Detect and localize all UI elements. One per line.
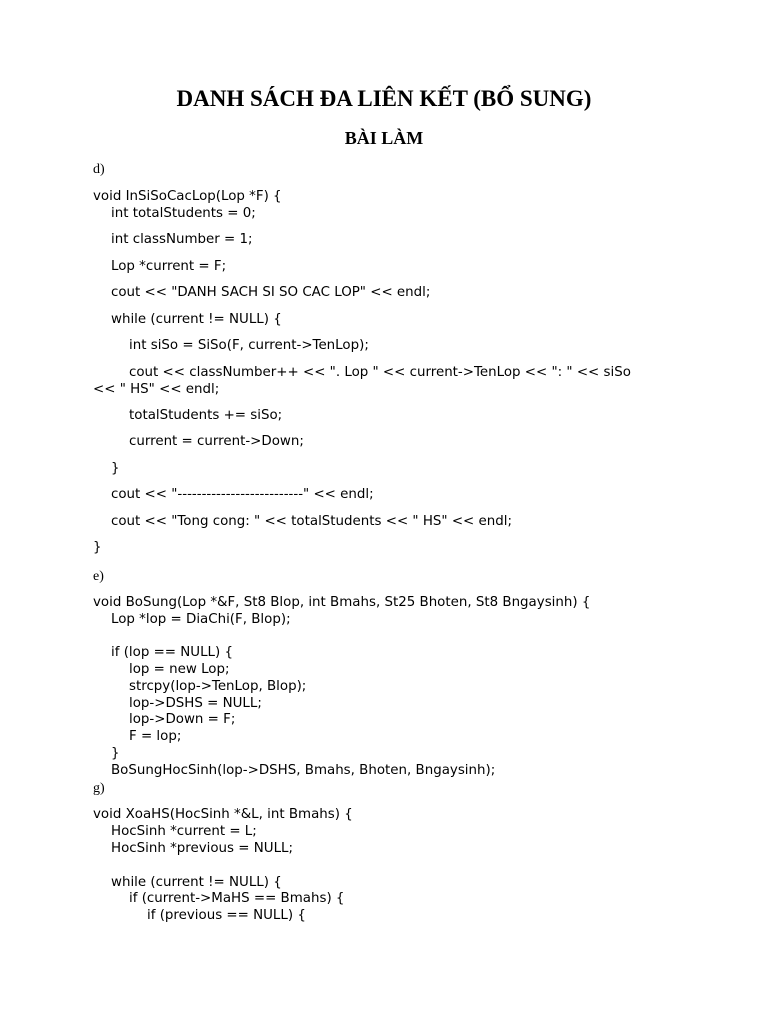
code-line: if (current->MaHS == Bmahs) {	[129, 891, 345, 906]
code-line: F = lop;	[129, 729, 182, 744]
code-line: int classNumber = 1;	[111, 232, 253, 247]
code-line: BoSungHocSinh(lop->DSHS, Bmahs, Bhoten, Bngaysinh);	[111, 763, 496, 778]
code-line: }	[111, 461, 120, 476]
code-line: lop->Down = F;	[129, 712, 236, 727]
code-line: if (previous == NULL) {	[147, 908, 306, 923]
section-label-g: g)	[93, 781, 105, 796]
code-line: strcpy(lop->TenLop, Blop);	[129, 679, 307, 694]
code-line: current = current->Down;	[129, 434, 304, 449]
code-line: while (current != NULL) {	[111, 312, 282, 327]
code-line: lop->DSHS = NULL;	[129, 696, 262, 711]
document-subtitle: BÀI LÀM	[344, 128, 424, 148]
code-line: if (lop == NULL) {	[111, 645, 234, 660]
code-line: }	[93, 540, 102, 555]
code-line: Lop *current = F;	[111, 259, 227, 274]
code-line: void BoSung(Lop *&F, St8 Blop, int Bmahs, St25 Bhoten, St8 Bngaysinh) {	[93, 595, 591, 610]
code-line: cout << "DANH SACH SI SO CAC LOP" << endl;	[111, 285, 431, 300]
section-label-e: e)	[93, 569, 104, 584]
code-line: << " HS" << endl;	[93, 382, 220, 397]
code-line: }	[111, 746, 120, 761]
code-line: HocSinh *current = L;	[111, 824, 257, 839]
code-line: while (current != NULL) {	[111, 875, 282, 890]
code-line: void InSiSoCacLop(Lop *F) {	[93, 189, 282, 204]
code-line: HocSinh *previous = NULL;	[111, 841, 294, 856]
section-label-d: d)	[93, 162, 105, 177]
code-line: Lop *lop = DiaChi(F, Blop);	[111, 612, 291, 627]
code-line: cout << classNumber++ << ". Lop " << current->TenLop << ": " << siSo	[129, 365, 631, 380]
code-line: int siSo = SiSo(F, current->TenLop);	[129, 338, 369, 353]
code-line: cout << "--------------------------" << endl;	[111, 487, 374, 502]
code-line: lop = new Lop;	[129, 662, 230, 677]
code-line: int totalStudents = 0;	[111, 206, 256, 221]
code-line: totalStudents += siSo;	[129, 408, 283, 423]
code-line: void XoaHS(HocSinh *&L, int Bmahs) {	[93, 807, 353, 822]
document-title: DANH SÁCH ĐA LIÊN KẾT (BỔ SUNG)	[176, 86, 592, 111]
code-line: cout << "Tong cong: " << totalStudents << " HS" << endl;	[111, 514, 512, 529]
